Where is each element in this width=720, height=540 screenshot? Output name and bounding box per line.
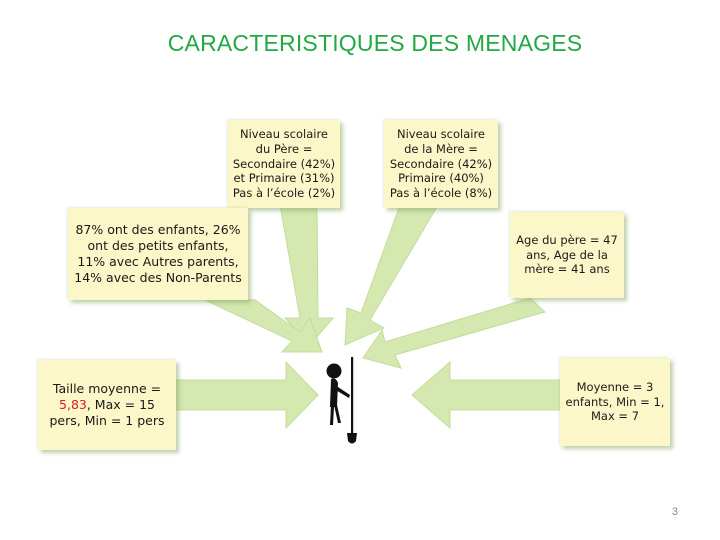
- arrow-from-mother-education: [345, 205, 438, 345]
- household-size-text: [42, 381, 172, 429]
- children-mean-text: Moyenne = 3 enfants, Min = 1, Max = 7: [565, 379, 665, 424]
- father-education-text: Niveau scolaire du Père = Secondaire (42%) et Primaire (31%) Pas à l’école (2%): [232, 127, 336, 201]
- parent-age-text: Age du père = 47 ans, Age de la mère = 41 ans: [516, 232, 618, 277]
- children-mean-box: [560, 358, 670, 446]
- father-education-box: [228, 120, 340, 208]
- arrow-from-parent-age: [363, 298, 545, 368]
- mother-education-text: Niveau scolaire de la Mère = Secondaire (42%) Primaire (40%) Pas à l’école (8%): [389, 127, 493, 201]
- children-box: [68, 208, 248, 300]
- slide-title: CARACTERISTIQUES DES MENAGES: [167, 30, 583, 56]
- household-size-suffix: , Max = 15 pers, Min = 1 pers: [49, 397, 165, 428]
- household-size-box: [38, 360, 176, 450]
- household-size-prefix: Taille moyenne =: [52, 381, 162, 396]
- arrow-from-household-size: [175, 362, 318, 428]
- parent-age-box: [510, 212, 624, 298]
- arrow-from-children-mean: [412, 362, 565, 428]
- stick-figure-with-shovel-icon: [318, 355, 360, 447]
- page-number: 3: [671, 506, 678, 518]
- mother-education-box: [384, 120, 498, 208]
- household-size-value: 5,83: [59, 397, 87, 412]
- children-text: 87% ont des enfants, 26% ont des petits enfants, 11% avec Autres parents, 14% avec des Non-Parents: [74, 222, 242, 285]
